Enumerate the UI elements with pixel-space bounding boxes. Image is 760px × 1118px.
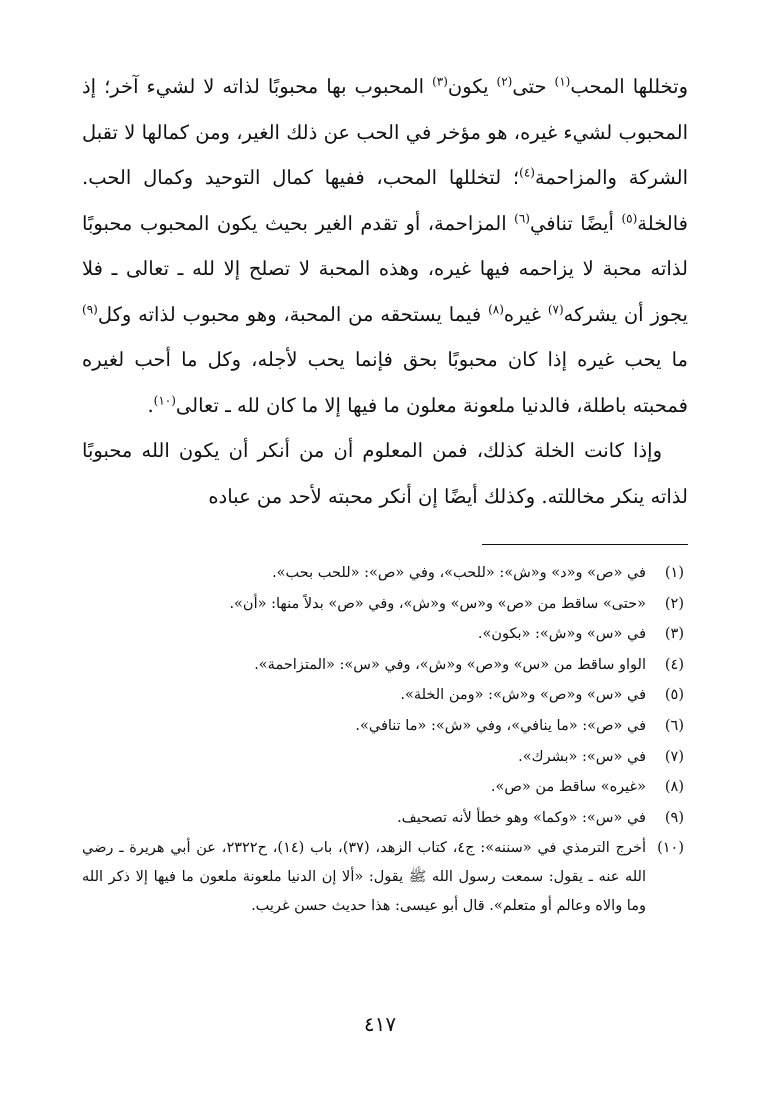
footnote-ref-2: (٢) — [496, 74, 513, 89]
footnote-text: في «س» و«ش»: «بكون». — [477, 626, 646, 643]
paragraph-2: وإذا كانت الخلة كذلك، فمن المعلوم أن من أنكر أن يكون الله محبوبًا لذاته ينكر مخاللته. وكذلك أيضًا إن أنكر محبته لأحد من عباده — [82, 439, 688, 508]
text-segment: يكون — [447, 75, 497, 98]
footnote-ref-3: (٣) — [432, 74, 448, 89]
footnote-number: (٨) — [664, 779, 684, 796]
footnote-number: (١) — [664, 565, 684, 581]
main-text-block — [82, 64, 688, 519]
text-segment: حتى — [512, 75, 555, 98]
footnote-ref-4: (٤) — [519, 165, 535, 180]
footnote-text: «غيره» ساقط من «ص». — [490, 779, 646, 796]
footnote-item — [82, 808, 688, 829]
footnote-text: في «ص»: «ما ينافي»، وفي «ش»: «ما تنافي». — [355, 717, 646, 734]
footnote-item — [82, 716, 688, 737]
text-segment: أيضًا تنافي — [529, 211, 622, 235]
text-segment: المزاحمة، أو تقدم الغير بحيث يكون المحبوب محبوبًا لذاته محبة لا يزاحمه فيها غيره، وهذه المحبة لا تصلح إلا لله ـ تعالى ـ فلا يجوز أن يشركه — [82, 211, 688, 326]
footnote-text: في «ص» و«د» و«ش»: «للحب»، وفي «ص»: «للحب بحب». — [272, 565, 646, 581]
text-segment: المحبوب بها محبوبًا لذاته لا لشيء آخر؛ إذ المحبوب لشيء غيره، هو مؤخر في الحب عن ذلك الغير، ومن كمالها لا تقبل الشركة والمزاحمة — [82, 75, 688, 189]
text-segment: فيما يستحقه من المحبة، وهو محبوب لذاته وكل — [97, 302, 489, 326]
footnote-text: في «س» و«ص» و«ش»: «ومن الخلة». — [400, 687, 646, 704]
text-segment: وتخللها المحب — [570, 75, 688, 98]
footnote-number: (٥) — [664, 687, 684, 704]
footnote-item — [82, 563, 688, 584]
footnote-ref-10: (١٠) — [153, 393, 176, 407]
text-segment: . — [147, 393, 154, 417]
footnote-ref-1: (١) — [554, 74, 571, 89]
text-segment: ما يحب غيره إذا كان محبوبًا بحق فإنما يحب لأجله، وكل ما أحب لغيره فمحبته باطلة، فالدنيا ملعونة معلون ما فيها إلا ما كان لله ـ تعالى — [82, 348, 688, 417]
page-number: ٤١٧ — [363, 1012, 397, 1036]
footnote-text: في «س»: «وكما» وهو خطأ لأنه تصحيف. — [397, 809, 646, 826]
footnote-number: (٩) — [664, 809, 684, 826]
footnote-number: (٦) — [664, 717, 684, 734]
footnote-number: (٧) — [664, 748, 684, 765]
footnote-text: أخرج الترمذي في «سننه»: ج٤، كتاب الزهد، (٣٧)، باب (١٤)، ح٢٣٢٢، عن أبي هريرة ـ رضي الله عنه ـ يقول: سمعت رسول الله ﷺ يقول: «ألا إن الدنيا ملعونة ملعون ما فيها إلا ذكر الله وما والاه وعالم أو متعلم». قال أبو عيسى: هذا حديث حسن غريب. — [82, 840, 646, 915]
footnote-ref-7: (٧) — [547, 302, 564, 316]
footnote-ref-5: (٥) — [621, 211, 638, 225]
footnote-number: (٣) — [664, 626, 684, 643]
footnote-divider — [482, 544, 688, 545]
footnote-text: في «س»: «بشرك». — [518, 748, 646, 765]
footnote-ref-6: (٦) — [514, 211, 530, 225]
footnote-number: (١٠) — [657, 840, 684, 857]
footnote-item — [82, 777, 688, 798]
footnote-ref-8: (٨) — [488, 302, 504, 316]
footnote-number: (٢) — [664, 595, 684, 612]
footnote-item — [82, 624, 688, 645]
footnote-item — [82, 655, 688, 676]
footnotes-list — [82, 563, 688, 931]
text-segment: ؛ لتخللها المحب، ففيها كمال التوحيد وكمال الحب. فالخلة — [82, 166, 688, 235]
footnote-item — [82, 747, 688, 768]
text-segment: غيره — [503, 302, 548, 326]
footnote-item — [82, 834, 688, 921]
footnote-text: «حتى» ساقط من «ص» و«س» و«ش»، وفي «ص» بدلاً منها: «أن». — [229, 595, 646, 612]
paragraph-1 — [82, 64, 688, 428]
footnote-item — [82, 685, 688, 706]
footnote-ref-9: (٩) — [82, 302, 98, 316]
footnote-number: (٤) — [664, 656, 684, 673]
footnote-item — [82, 594, 688, 615]
footnote-text: الواو ساقط من «س» و«ص» و«ش»، وفي «س»: «المتزاحمة». — [254, 656, 646, 673]
